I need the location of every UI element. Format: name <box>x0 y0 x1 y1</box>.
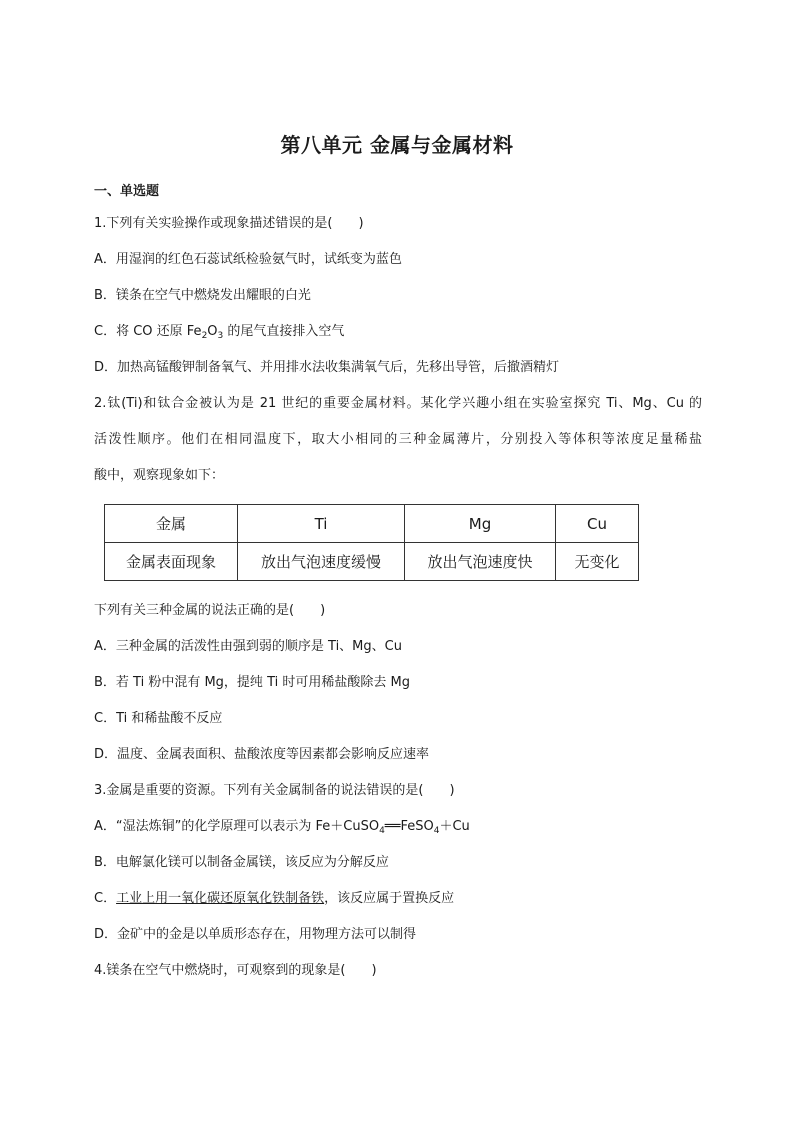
q1-stem: 1.下列有关实验操作或现象描述错误的是( ) <box>94 216 364 231</box>
q3-option-a <box>94 818 470 836</box>
q3-option-c-post: ，该反应属于置换反应 <box>324 891 455 906</box>
table-row <box>105 543 639 581</box>
q3-option-d: D．金矿中的金是以单质形态存在，用物理方法可以制得 <box>94 927 417 942</box>
q3-option-a-mid: ══FeSO <box>384 819 434 834</box>
table-header-row <box>105 505 639 543</box>
q2-question: 下列有关三种金属的说法正确的是( ) <box>94 603 326 618</box>
q2-stem-line2: 活泼性顺序。他们在相同温度下，取大小相同的三种金属薄片，分别投入等体积等浓度足量稀盐 <box>94 432 702 447</box>
page-title: 第八单元 金属与金属材料 <box>280 133 514 157</box>
table-cell: Mg <box>405 505 556 543</box>
q4-stem: 4.镁条在空气中燃烧时，可观察到的现象是( ) <box>94 963 377 978</box>
table-cell: Cu <box>556 505 639 543</box>
q3-option-c <box>94 890 454 908</box>
q1-option-c-post: 的尾气直接排入空气 <box>223 324 345 339</box>
q3-stem: 3.金属是重要的资源。下列有关金属制备的说法错误的是( ) <box>94 783 455 798</box>
metal-reaction-table <box>104 504 639 581</box>
q1-option-c-pre: C．将 CO 还原 Fe <box>94 324 202 339</box>
q2-option-c: C．Ti 和稀盐酸不反应 <box>94 711 223 726</box>
table-cell: 放出气泡速度缓慢 <box>238 543 405 581</box>
q3-option-a-pre: A．“湿法炼铜”的化学原理可以表示为 Fe＋CuSO <box>94 819 380 834</box>
q1-option-b: B．镁条在空气中燃烧发出耀眼的白光 <box>94 288 311 303</box>
q1-option-d: D．加热高锰酸钾制备氧气、并用排水法收集满氧气后，先移出导管，后撤酒精灯 <box>94 360 560 375</box>
q3-option-b: B．电解氯化镁可以制备金属镁，该反应为分解反应 <box>94 855 389 870</box>
q3-option-a-sub1: 4 <box>379 826 385 836</box>
q2-stem-line1: 2.钛(Ti)和钛合金被认为是 21 世纪的重要金属材料。某化学兴趣小组在实验室探究 Ti、Mg、Cu 的 <box>94 396 702 411</box>
table-cell: 无变化 <box>556 543 639 581</box>
q2-option-d: D．温度、金属表面积、盐酸浓度等因素都会影响反应速率 <box>94 747 430 762</box>
q1-option-c-sub1: 2 <box>201 331 208 341</box>
q1-option-c-mid: O <box>207 324 218 339</box>
q1-option-c <box>94 323 344 341</box>
table-cell: 放出气泡速度快 <box>405 543 556 581</box>
q3-option-c-pre: C． <box>94 891 117 906</box>
table-cell: 金属表面现象 <box>105 543 238 581</box>
section-heading: 一、单选题 <box>94 184 160 199</box>
table-cell: 金属 <box>105 505 238 543</box>
q2-stem-line3: 酸中，观察现象如下： <box>94 468 225 483</box>
q2-option-b: B．若 Ti 粉中混有 Mg，提纯 Ti 时可用稀盐酸除去 Mg <box>94 675 410 690</box>
q1-option-a: A．用湿润的红色石蕊试纸检验氨气时，试纸变为蓝色 <box>94 252 402 267</box>
table-cell: Ti <box>238 505 405 543</box>
q3-option-a-sub2: 4 <box>433 826 440 836</box>
q1-option-c-sub2: 3 <box>217 331 224 341</box>
q3-option-c-underlined: 工业上用一氧化碳还原氧化铁制备铁 <box>116 891 325 906</box>
q3-option-a-post: ＋Cu <box>439 819 470 834</box>
q2-option-a: A．三种金属的活泼性由强到弱的顺序是 Ti、Mg、Cu <box>94 639 402 654</box>
